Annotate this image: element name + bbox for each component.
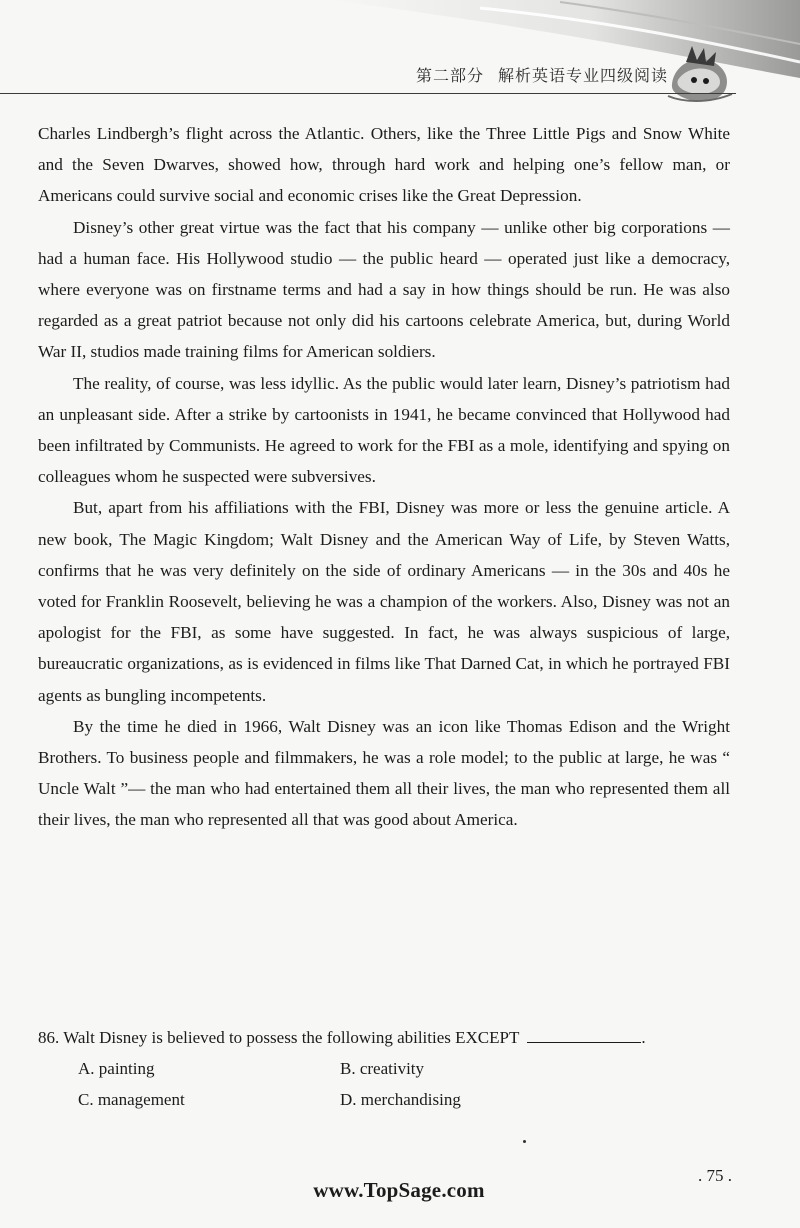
answer-blank: [527, 1024, 641, 1043]
paragraph: The reality, of course, was less idyllic. As the public would later learn, Disney’s patriotism had an unpleasant side. After a strike by cartoonists in 1941, he became convinced that Hollywood had been infiltrated by Communists. He agreed to work for the FBI as a mole, identifying and spying on colleagues whom he suspected were subversives.: [38, 373, 730, 487]
article-body: [38, 118, 730, 836]
paragraph: But, apart from his affiliations with the FBI, Disney was more or less the genuine article. A new book, The Magic Kingdom; Walt Disney and the American Way of Life, by Steven Watts, confirms that he was very definitely on the side of ordinary Americans — in the 30s and 40s he voted for Franklin Roosevelt, believing he was a champion of the workers. Also, Disney was not an apologist for the FBI, as some have suggested. In fact, he was always suspicious of large, bureaucratic organizations, as is evidenced in films like That Darned Cat, in which he portrayed FBI agents as bungling incompetents.: [38, 498, 730, 705]
option-c: C. management: [78, 1090, 185, 1109]
question-end: .: [641, 1028, 646, 1047]
header-rule: [0, 93, 736, 94]
question-86: [38, 1022, 738, 1115]
header-part: 第二部分: [415, 66, 484, 85]
option-a: A. painting: [78, 1059, 155, 1078]
question-number: 86.: [38, 1028, 60, 1047]
paragraph: Disney’s other great virtue was the fact that his company — unlike other big corporations — had a human face. His Hollywood studio — the public heard — operated just like a democracy, where everyone was on firstname terms and had a say in how things should be run. He was also regarded as a great patriot because not only did his cartoons celebrate America, but, during World War II, studios made training films for American soldiers.: [38, 217, 730, 362]
stray-dot: [523, 1140, 526, 1143]
paragraph: Charles Lindbergh’s flight across the Atlantic. Others, like the Three Little Pigs and Snow White and the Seven Dwarves, showed how, through hard work and helping one’s fellow man, or Americans could survive social and economic crises like the Great Depression.: [38, 124, 730, 206]
answer-options: [38, 1053, 738, 1115]
footer-url-text: www.TopSage.com: [313, 1178, 485, 1202]
page-number: . 75 .: [698, 1166, 732, 1185]
header-section-title: 解析英语专业四级阅读: [497, 66, 668, 85]
header-title: [416, 63, 668, 86]
page-header: [0, 0, 800, 110]
question-text: Walt Disney is believed to possess the following abilities EXCEPT: [63, 1028, 520, 1047]
option-d: D. merchandising: [340, 1090, 461, 1109]
question-stem: [38, 1022, 738, 1053]
footer-url: [0, 1178, 800, 1203]
paragraph: By the time he died in 1966, Walt Disney was an icon like Thomas Edison and the Wright Brothers. To business people and filmmakers, he was a role model; to the public at large, he was “ Uncle Walt ”— the man who had entertained them all their lives, the man who represented them all their lives, the man who represented all that was good about America.: [38, 716, 730, 830]
mascot-icon: [664, 44, 734, 106]
option-b: B. creativity: [340, 1059, 425, 1078]
